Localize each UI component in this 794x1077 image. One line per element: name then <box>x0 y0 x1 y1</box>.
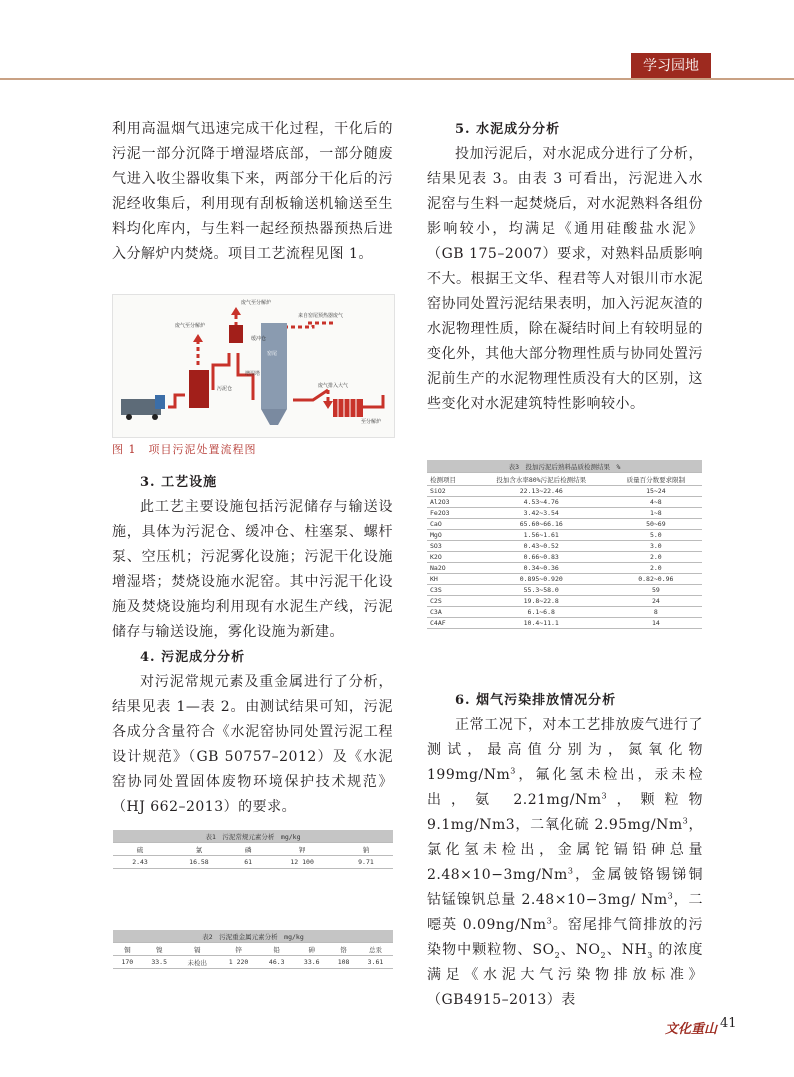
text-run: 正常工况下，对本工艺排放废气进行了测试，最高值分别为，氮氧化物 199mg/ <box>427 717 703 783</box>
label-to-precalciner-top: 废气至分解炉 <box>241 300 272 306</box>
table-row <box>427 574 702 585</box>
table-cell: 33.6 <box>294 956 329 969</box>
table-cell: 2.0 <box>610 563 702 574</box>
sludge-bin-shape <box>189 370 209 408</box>
arrowhead-sludge <box>193 334 203 342</box>
table-3-caption: 表3 投加污泥后熟料品质检测结果 % <box>427 460 702 473</box>
table-cell: K2O <box>427 552 473 563</box>
table-cell: 50~69 <box>610 519 702 530</box>
label-humidifier: 增湿塔 <box>245 371 261 377</box>
table-cell: CaO <box>427 519 473 530</box>
table-cell: SO3 <box>427 541 473 552</box>
table-cell: 16.58 <box>167 856 231 869</box>
table-cell: 15~24 <box>610 486 702 497</box>
table-cell: 0.66~0.83 <box>473 552 610 563</box>
table-row <box>113 856 393 869</box>
table-row <box>113 956 393 969</box>
label-buffer-bin: 缓冲仓 <box>251 336 267 342</box>
table-1 <box>113 830 393 869</box>
table-cell: KH <box>427 574 473 585</box>
table-row <box>427 607 702 618</box>
label-exhaust: 废气排入大气 <box>318 383 349 389</box>
label-to-precalciner-left: 废气至分解炉 <box>175 323 206 329</box>
table-row <box>427 552 702 563</box>
table-cell: 钠 <box>339 843 393 856</box>
table-cell: 170 <box>113 956 142 969</box>
table-cell: 3.61 <box>358 956 393 969</box>
section-5-body: 投加污泥后，对水泥成分进行了分析，结果见表 3。由表 3 可看出，污泥进入水泥窑与生料一起焚烧后，对水泥熟料各组份影响较小，均满足《通用硅酸盐水泥》（GB 175–2007）要求，对熟料品质影响不大。根据王文华、程君等人对银川市水泥窑协同处置污泥结果表明，加入污泥灰渣的水泥物理性质，除在凝结时间上有较明显的变化外，其他大部分物理性质与协同处置污泥前生产的水泥物理性质没有大的区别，这些变化对水泥建筑特性影响较小。 <box>427 146 703 412</box>
table-cell: 未检出 <box>177 956 218 969</box>
text-run: ，氯化氢未检出，金属铊镉铅砷总量 2.48×10−3mg/Nm <box>427 817 704 883</box>
table-2-header-row <box>113 943 393 956</box>
text-run: ，二噁英 0.09ng/Nm <box>427 892 703 933</box>
text-run: Nm <box>574 792 602 808</box>
table-cell: 12 100 <box>265 856 339 869</box>
flow-diagram <box>113 295 394 437</box>
buffer-bin-shape <box>229 325 243 343</box>
table-2-caption: 表2 污泥重金属元素分析 mg/kg <box>113 930 393 943</box>
table-cell: 铜 <box>113 943 142 956</box>
table-cell: 氯 <box>167 843 231 856</box>
right-column <box>427 117 703 417</box>
table-cell: 61 <box>231 856 266 869</box>
table-3 <box>427 460 702 629</box>
table-row <box>427 596 702 607</box>
table-cell: C3S <box>427 585 473 596</box>
text-run: 的浓度满足《水泥大气污染物排放标准》（GB4915–2013）表 <box>427 942 703 1008</box>
superscript: 3 <box>546 916 553 926</box>
table-cell: 6.1~6.8 <box>473 607 610 618</box>
text-run: Nm <box>483 767 511 783</box>
table-cell: C4AF <box>427 618 473 629</box>
table-row <box>427 497 702 508</box>
table-cell: 0.43~0.52 <box>473 541 610 552</box>
section-5-title: 5. 水泥成分分析 <box>455 122 561 137</box>
table-cell: 4~8 <box>610 497 702 508</box>
table-cell: C2S <box>427 596 473 607</box>
table-cell: 0.34~0.36 <box>473 563 610 574</box>
table-cell: 1 220 <box>218 956 259 969</box>
table-cell: 1~8 <box>610 508 702 519</box>
table-cell: 5.0 <box>610 530 702 541</box>
table-cell: 4.53~4.76 <box>473 497 610 508</box>
superscript: 3 <box>667 891 674 901</box>
paragraph-process: 利用高温烟气迅速完成干化过程，干化后的污泥一部分沉降于增湿塔底部，一部分随废气进入收尘器收集下来，两部分干化后的污泥经收集后，利用现有刮板输送机输送至生料均化库内，与生料一起经预热器预热后进入分解炉内焚烧。项目工艺流程见图 1。 <box>112 121 393 262</box>
label-to-precalciner-right: 至分解炉 <box>361 419 382 425</box>
pipe-to-precalciner <box>363 395 383 407</box>
superscript: 3 <box>510 766 516 776</box>
table-3-header-row <box>427 473 702 486</box>
table-row <box>427 508 702 519</box>
table-cell: 2.43 <box>113 856 167 869</box>
table-row <box>427 486 702 497</box>
table-cell: 108 <box>329 956 358 969</box>
table-cell: 锌 <box>218 943 259 956</box>
right-column-lower <box>427 688 703 1013</box>
text-run: Nm <box>656 817 683 833</box>
table-cell: 59 <box>610 585 702 596</box>
table-cell: 检测项目 <box>427 473 473 486</box>
text-run: 、NO <box>560 942 601 958</box>
section-tab: 学习园地 <box>631 53 711 79</box>
table-cell: 24 <box>610 596 702 607</box>
table-cell: 2.0 <box>610 552 702 563</box>
table-cell: SiO2 <box>427 486 473 497</box>
table-row <box>427 530 702 541</box>
superscript: 3 <box>682 816 689 826</box>
table-cell: 14 <box>610 618 702 629</box>
arrowhead-buffer <box>231 307 241 315</box>
text-run: ，颗粒物 9.1mg/Nm3，二氧化硫 2.95mg/ <box>427 792 704 833</box>
table-cell: 总汞 <box>358 943 393 956</box>
table-row <box>427 519 702 530</box>
table-cell: 8 <box>610 607 702 618</box>
table-cell: 9.71 <box>339 856 393 869</box>
table-cell: 质量百分数要求限制 <box>610 473 702 486</box>
table-cell: Fe2O3 <box>427 508 473 519</box>
table-row <box>427 563 702 574</box>
table-cell: 10.4~11.1 <box>473 618 610 629</box>
arrowhead-exhaust <box>323 401 333 409</box>
table-cell: 0.895~0.920 <box>473 574 610 585</box>
superscript: 3 <box>601 791 608 801</box>
text-run: 。窑尾排气筒排放的污染物中颗粒物、SO <box>427 917 704 958</box>
pipe-to-filter <box>293 390 328 400</box>
label-preheater-gas: 来自窑尾预热器废气 <box>298 313 344 319</box>
page-number: 41 <box>720 1016 737 1031</box>
table-cell: 钾 <box>265 843 339 856</box>
left-column <box>112 117 393 267</box>
section-6-body <box>427 713 703 1013</box>
section-6-title: 6. 烟气污染排放情况分析 <box>455 693 617 708</box>
table-cell: 3.42~3.54 <box>473 508 610 519</box>
table-2 <box>113 930 393 969</box>
table-cell: 磷 <box>231 843 266 856</box>
process-flow-figure <box>112 294 395 438</box>
table-cell: 46.3 <box>259 956 294 969</box>
subscript: 3 <box>647 950 653 960</box>
header-rule <box>0 78 794 80</box>
table-cell: 铬 <box>329 943 358 956</box>
table-row <box>427 585 702 596</box>
table-cell: 砷 <box>294 943 329 956</box>
table-cell: 65.60~66.16 <box>473 519 610 530</box>
table-row <box>427 541 702 552</box>
table-cell: 镉 <box>177 943 218 956</box>
table-cell: MgO <box>427 530 473 541</box>
section-3-body: 此工艺主要设施包括污泥储存与输送设施，具体为污泥仓、缓冲仓、柱塞泵、螺杆泵、空压机；污泥雾化设施；污泥干化设施增湿塔；焚烧设施水泥窑。其中污泥干化设施及焚烧设施均利用现有水泥生产线，污泥储存与输送设施，雾化设施为新建。 <box>112 499 393 640</box>
subscript: 2 <box>600 950 607 960</box>
truck-icon <box>121 395 165 420</box>
table-cell: 22.13~22.46 <box>473 486 610 497</box>
table-cell: 33.5 <box>142 956 177 969</box>
table-cell: 19.8~22.8 <box>473 596 610 607</box>
table-cell: Al2O3 <box>427 497 473 508</box>
text-run: 、NH <box>606 942 648 958</box>
left-column-lower <box>112 470 393 820</box>
pipe-to-buffer <box>213 353 229 390</box>
figure-caption: 图 1 项目污泥处置流程图 <box>112 443 257 456</box>
table-cell: 55.3~58.0 <box>473 585 610 596</box>
section-4-title: 4. 污泥成分分析 <box>140 650 246 665</box>
table-row <box>427 618 702 629</box>
pipe-truck <box>168 395 185 407</box>
table-cell: Na2O <box>427 563 473 574</box>
table-cell: 3.0 <box>610 541 702 552</box>
table-cell: 投加含水率80%污泥后检测结果 <box>473 473 610 486</box>
label-sludge-bin: 污泥仓 <box>217 386 233 392</box>
table-1-caption: 表1 污泥常规元素分析 mg/kg <box>113 830 393 843</box>
table-cell: C3A <box>427 607 473 618</box>
text-run: ，氟化氢未检出，汞未检出，氨 2.21mg/ <box>427 767 703 808</box>
table-cell: 0.82~0.96 <box>610 574 702 585</box>
section-4-body: 对污泥常规元素及重金属进行了分析，结果见表 1—表 2。由测试结果可知，污泥各成分含量符合《水泥窑协同处置污泥工程设计规范》（GB 50757–2012）及《水泥窑协同处置固体废物环境保护技术规范》（HJ 662–2013）的要求。 <box>112 674 393 815</box>
magazine-logo: 文化重山 <box>665 1022 718 1037</box>
label-tower: 窑尾 <box>267 351 278 357</box>
table-cell: 硫 <box>113 843 167 856</box>
superscript: 3 <box>567 866 574 876</box>
section-3-title: 3. 工艺设施 <box>140 475 218 490</box>
table-cell: 铅 <box>259 943 294 956</box>
subscript: 2 <box>554 950 561 960</box>
text-run: ，金属铍铬锡锑铜钴锰镍钒总量 2.48×10−3mg/ Nm <box>427 867 703 908</box>
table-1-header-row <box>113 843 393 856</box>
table-cell: 镍 <box>142 943 177 956</box>
table-cell: 1.56~1.61 <box>473 530 610 541</box>
